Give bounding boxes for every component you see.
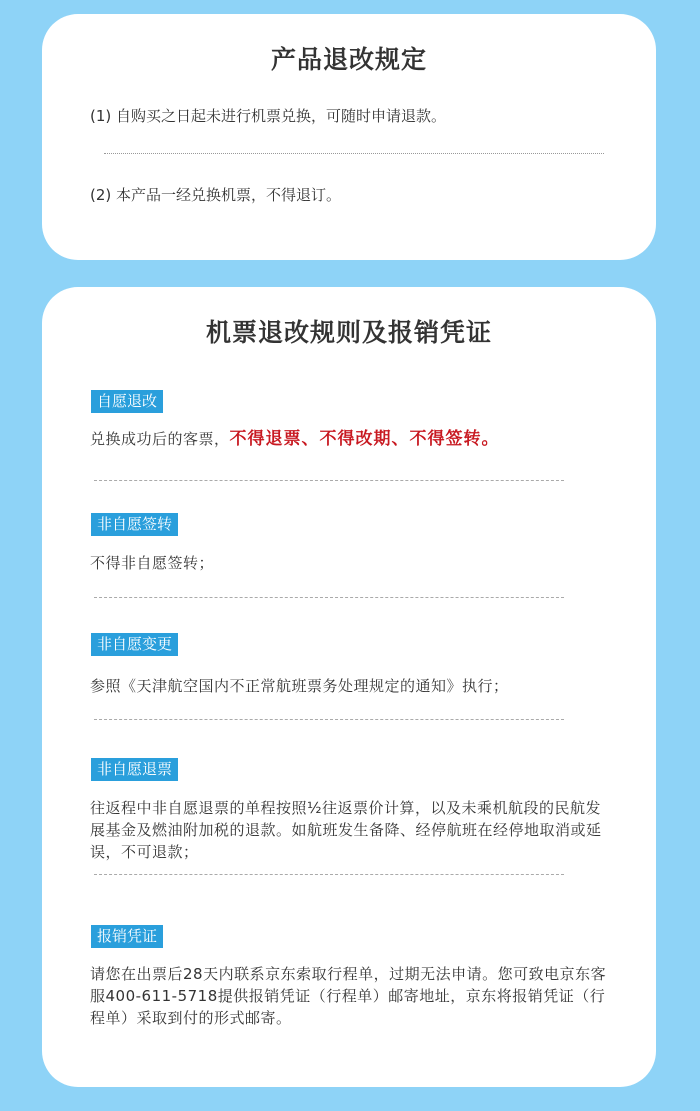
section-tag-reimbursement: 报销凭证 xyxy=(91,925,163,948)
refund-rule-1: (1) 自购买之日起未进行机票兑换，可随时申请退款。 xyxy=(90,107,447,125)
voluntary-change-highlight: 不得退票、不得改期、不得签转。 xyxy=(229,429,500,449)
section-divider xyxy=(94,874,564,875)
refund-rule-2: (2) 本产品一经兑换机票，不得退订。 xyxy=(90,186,342,204)
section-tag-voluntary-change: 自愿退改 xyxy=(91,390,163,413)
section-text-voluntary-change xyxy=(90,428,610,450)
section-tag-involuntary-change: 非自愿变更 xyxy=(91,633,178,656)
refund-policy-title: 产品退改规定 xyxy=(270,45,427,74)
section-divider xyxy=(94,719,564,720)
section-text-involuntary-refund: 往返程中非自愿退票的单程按照½往返票价计算，以及未乘机航段的民航发展基金及燃油附加税的退款。如航班发生备降、经停航班在经停地取消或延误，不可退款； xyxy=(90,799,602,861)
voluntary-change-text: 兑换成功后的客票， xyxy=(90,430,230,448)
section-text-reimbursement: 请您在出票后28天内联系京东索取行程单，过期无法申请。您可致电京东客服400-611-5718提供报销凭证（行程单）邮寄地址，京东将报销凭证（行程单）采取到付的形式邮寄。 xyxy=(90,965,607,1027)
section-divider xyxy=(94,480,564,481)
section-divider xyxy=(94,597,564,598)
section-tag-involuntary-refund: 非自愿退票 xyxy=(91,758,178,781)
ticket-rules-card xyxy=(42,287,656,1087)
divider xyxy=(104,153,604,154)
ticket-rules-title: 机票退改规则及报销凭证 xyxy=(205,318,492,347)
section-text-involuntary-endorse: 不得非自愿签转； xyxy=(90,554,215,572)
section-text-involuntary-change: 参照《天津航空国内不正常航班票务处理规定的通知》执行； xyxy=(90,677,509,695)
section-tag-involuntary-endorse: 非自愿签转 xyxy=(91,513,178,536)
refund-policy-card xyxy=(42,14,656,260)
